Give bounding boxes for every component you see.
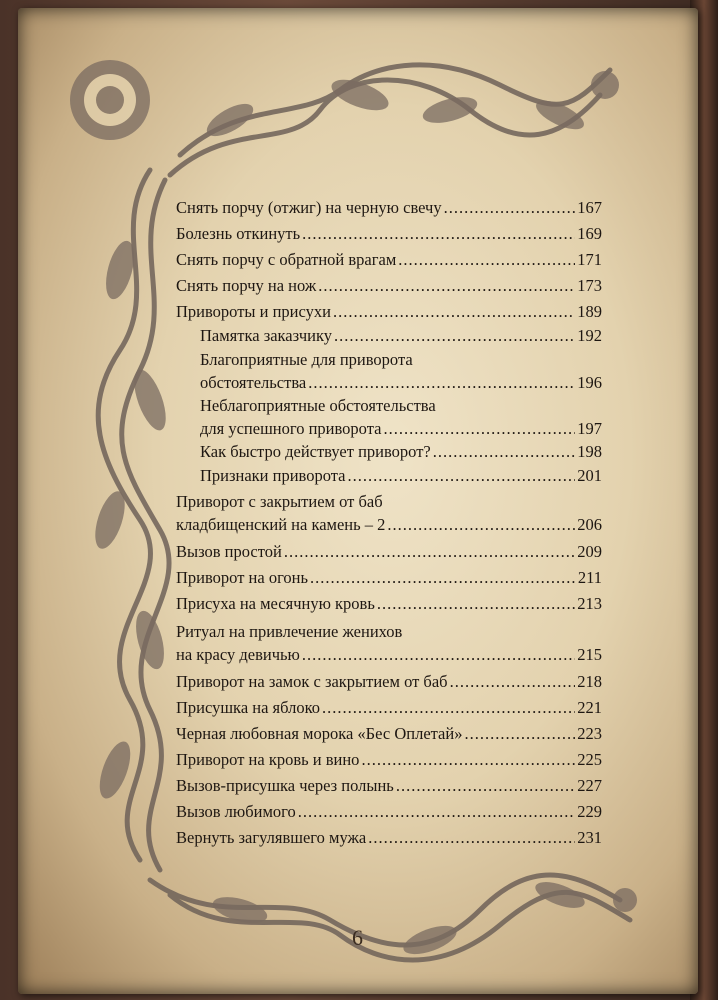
toc-entry	[176, 826, 602, 849]
dot-leader	[302, 643, 575, 666]
toc-entry-title: Как быстро действует приворот?	[200, 442, 431, 461]
toc-entry-title: Вызов простой	[176, 542, 282, 561]
toc-entry	[176, 274, 602, 297]
toc-entry-title-line1: Приворот с закрытием от баб	[176, 492, 383, 511]
toc-entry-title: Привороты и присухи	[176, 302, 331, 321]
toc-entry-title: Черная любовная морока «Бес Оплетай»	[176, 724, 463, 743]
dot-leader	[348, 464, 576, 487]
dot-leader	[450, 670, 576, 693]
toc-entry-title: Приворот на кровь и вино	[176, 750, 360, 769]
toc-entry-title: Вызов любимого	[176, 802, 296, 821]
dot-leader	[377, 592, 575, 615]
toc-entry-page: 198	[577, 442, 602, 461]
toc-entry	[176, 490, 602, 536]
dot-leader	[284, 540, 575, 563]
toc-entry-page: 209	[577, 542, 602, 561]
dot-leader	[310, 566, 576, 589]
dot-leader	[298, 800, 575, 823]
toc-entry	[176, 696, 602, 719]
toc-entry-page: 231	[577, 828, 602, 847]
toc-entry	[176, 222, 602, 245]
toc-entry	[176, 748, 602, 771]
toc-entry	[176, 592, 602, 615]
dot-leader	[318, 274, 575, 297]
toc-entry	[176, 464, 602, 487]
dot-leader	[333, 300, 575, 323]
dot-leader	[308, 371, 575, 394]
toc-entry	[176, 440, 602, 463]
toc-entry-page: 227	[577, 776, 602, 795]
toc-entry-title: для успешного приворота	[200, 419, 382, 438]
toc-entry-page: 206	[577, 515, 602, 534]
toc-entry-title: Болезнь откинуть	[176, 224, 301, 243]
toc-entry-title: Снять порчу (отжиг) на черную свечу	[176, 198, 442, 217]
dot-leader	[322, 696, 575, 719]
toc-entry-page: 189	[577, 302, 602, 321]
toc-entry-page: 221	[577, 698, 602, 717]
toc-entry-title: Снять порчу с обратной врагам	[176, 250, 397, 269]
toc-entry-title: Памятка заказчику	[200, 326, 332, 345]
toc-entry-page: 173	[577, 276, 602, 295]
toc-entry-title: Присуха на месячную кровь	[176, 594, 375, 613]
toc-entry-title: Приворот на огонь	[176, 568, 309, 587]
toc-entry	[176, 248, 602, 271]
toc-entry-title: Снять порчу на нож	[176, 276, 317, 295]
toc-entry-title: Присушка на яблоко	[176, 698, 321, 717]
toc-entry-page: 169	[577, 224, 602, 243]
toc-entry	[176, 800, 602, 823]
toc-entry-title: обстоятельства	[200, 373, 307, 392]
toc-entry	[176, 566, 602, 589]
dot-leader	[383, 417, 575, 440]
toc-entry	[176, 300, 602, 323]
toc-entry-page: 196	[577, 373, 602, 392]
dot-leader	[396, 774, 575, 797]
toc-entry-title: на красу девичью	[176, 645, 300, 664]
toc-entry-page: 229	[577, 802, 602, 821]
toc-entry	[176, 774, 602, 797]
toc-entry-page: 197	[577, 419, 602, 438]
toc-entry	[176, 196, 602, 219]
toc-entry-title: Приворот на замок с закрытием от баб	[176, 672, 448, 691]
toc-entry-title-line1: Неблагоприятные обстоятельства	[200, 396, 436, 415]
dot-leader	[387, 513, 575, 536]
toc-entry	[176, 348, 602, 394]
toc-entry-page: 167	[577, 198, 602, 217]
toc-entry-page: 225	[577, 750, 602, 769]
toc-entry-title: кладбищенский на камень – 2	[176, 515, 386, 534]
dot-leader	[398, 248, 575, 271]
dot-leader	[368, 826, 575, 849]
toc-entry	[176, 394, 602, 440]
toc-entry-page: 215	[577, 645, 602, 664]
dot-leader	[361, 748, 575, 771]
toc-entry	[176, 620, 602, 666]
dot-leader	[433, 440, 575, 463]
toc-entry	[176, 540, 602, 563]
toc-entry-page: 211	[577, 568, 602, 587]
dot-leader	[334, 324, 575, 347]
toc-entry-title-line1: Ритуал на привлечение женихов	[176, 622, 403, 641]
toc-entry	[176, 670, 602, 693]
dot-leader	[444, 196, 576, 219]
toc-entry-page: 201	[577, 466, 602, 485]
toc-entry-title: Признаки приворота	[200, 466, 346, 485]
toc-entry-page: 192	[577, 326, 602, 345]
toc-entry	[176, 722, 602, 745]
toc-entry-title: Вернуть загулявшего мужа	[176, 828, 367, 847]
dot-leader	[302, 222, 575, 245]
toc-entry-title-line1: Благоприятные для приворота	[200, 350, 413, 369]
dot-leader	[464, 722, 575, 745]
toc-entry-page: 213	[577, 594, 602, 613]
toc-entry	[176, 324, 602, 347]
toc-entry-title: Вызов-присушка через полынь	[176, 776, 394, 795]
toc-entry-page: 223	[577, 724, 602, 743]
toc-entry-page: 218	[577, 672, 602, 691]
toc-entry-page: 171	[577, 250, 602, 269]
page-number: 6	[352, 925, 363, 950]
